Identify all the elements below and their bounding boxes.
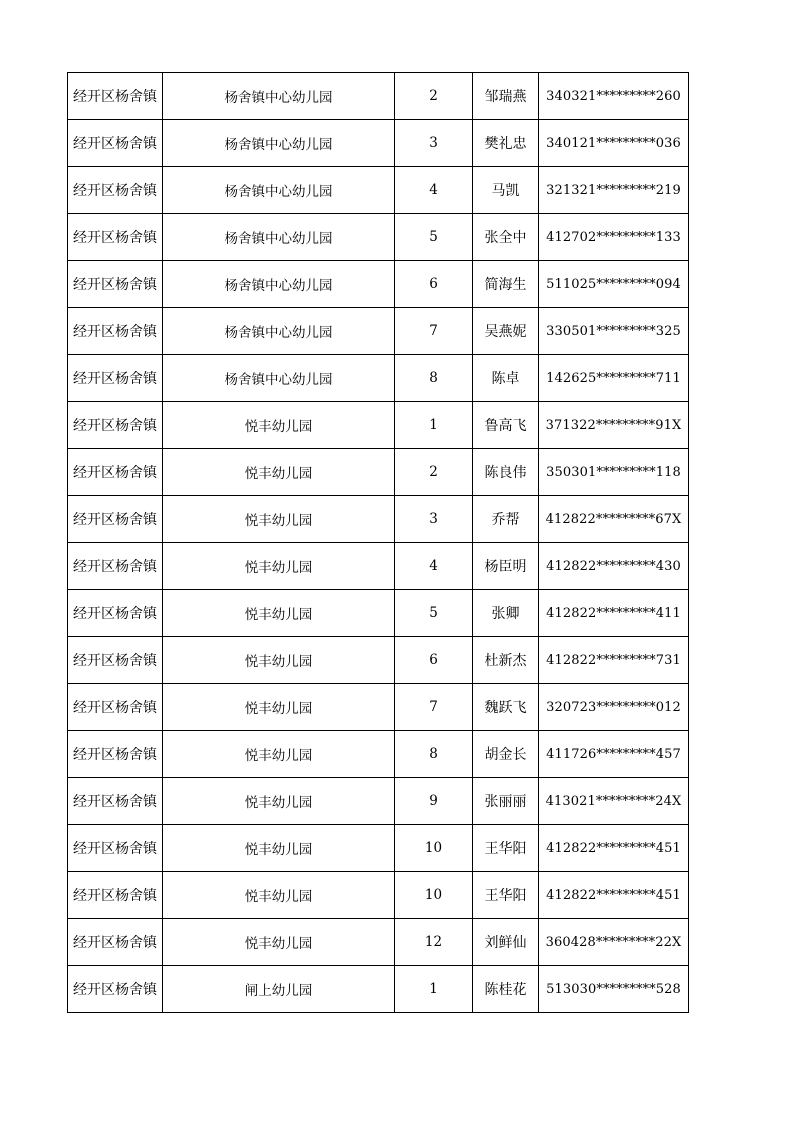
district-cell: 经开区杨舍镇 (68, 120, 163, 167)
id-number-cell: 320723*********012 (539, 684, 689, 731)
id-number-cell: 511025*********094 (539, 261, 689, 308)
person-name-cell: 王华阳 (473, 872, 539, 919)
person-name-cell: 吴燕妮 (473, 308, 539, 355)
district-cell: 经开区杨舍镇 (68, 590, 163, 637)
id-number-cell: 412822*********430 (539, 543, 689, 590)
table-row (68, 966, 689, 1013)
person-name-cell: 樊礼忠 (473, 120, 539, 167)
table-row (68, 449, 689, 496)
school-cell: 杨舍镇中心幼儿园 (163, 355, 395, 402)
id-number-cell: 412822*********731 (539, 637, 689, 684)
school-cell: 悦丰幼儿园 (163, 402, 395, 449)
person-name-cell: 乔帮 (473, 496, 539, 543)
person-name-cell: 简海生 (473, 261, 539, 308)
district-cell: 经开区杨舍镇 (68, 872, 163, 919)
table-row (68, 872, 689, 919)
person-name-cell: 魏跃飞 (473, 684, 539, 731)
id-number-cell: 412822*********451 (539, 825, 689, 872)
district-cell: 经开区杨舍镇 (68, 684, 163, 731)
sequence-number-cell: 6 (395, 261, 473, 308)
table-row (68, 919, 689, 966)
table-row (68, 637, 689, 684)
district-cell: 经开区杨舍镇 (68, 825, 163, 872)
table-row (68, 261, 689, 308)
table-row (68, 214, 689, 261)
roster-table-body (68, 73, 689, 1013)
sequence-number-cell: 3 (395, 120, 473, 167)
roster-table (67, 72, 689, 1013)
person-name-cell: 张卿 (473, 590, 539, 637)
sequence-number-cell: 6 (395, 637, 473, 684)
table-row (68, 402, 689, 449)
district-cell: 经开区杨舍镇 (68, 261, 163, 308)
district-cell: 经开区杨舍镇 (68, 731, 163, 778)
sequence-number-cell: 4 (395, 167, 473, 214)
district-cell: 经开区杨舍镇 (68, 167, 163, 214)
person-name-cell: 胡金长 (473, 731, 539, 778)
district-cell: 经开区杨舍镇 (68, 402, 163, 449)
table-row (68, 496, 689, 543)
school-cell: 悦丰幼儿园 (163, 496, 395, 543)
school-cell: 杨舍镇中心幼儿园 (163, 308, 395, 355)
district-cell: 经开区杨舍镇 (68, 73, 163, 120)
school-cell: 悦丰幼儿园 (163, 778, 395, 825)
table-row (68, 590, 689, 637)
id-number-cell: 513030*********528 (539, 966, 689, 1013)
id-number-cell: 412822*********451 (539, 872, 689, 919)
table-row (68, 543, 689, 590)
district-cell: 经开区杨舍镇 (68, 778, 163, 825)
person-name-cell: 陈卓 (473, 355, 539, 402)
sequence-number-cell: 10 (395, 825, 473, 872)
school-cell: 悦丰幼儿园 (163, 919, 395, 966)
person-name-cell: 张全中 (473, 214, 539, 261)
id-number-cell: 360428*********22X (539, 919, 689, 966)
sequence-number-cell: 2 (395, 73, 473, 120)
person-name-cell: 杨臣明 (473, 543, 539, 590)
sequence-number-cell: 10 (395, 872, 473, 919)
table-row (68, 308, 689, 355)
table-row (68, 731, 689, 778)
sequence-number-cell: 1 (395, 402, 473, 449)
district-cell: 经开区杨舍镇 (68, 308, 163, 355)
school-cell: 悦丰幼儿园 (163, 449, 395, 496)
sequence-number-cell: 8 (395, 731, 473, 778)
sequence-number-cell: 1 (395, 966, 473, 1013)
person-name-cell: 刘鲜仙 (473, 919, 539, 966)
id-number-cell: 412822*********67X (539, 496, 689, 543)
person-name-cell: 马凯 (473, 167, 539, 214)
school-cell: 悦丰幼儿园 (163, 543, 395, 590)
table-row (68, 825, 689, 872)
school-cell: 闸上幼儿园 (163, 966, 395, 1013)
district-cell: 经开区杨舍镇 (68, 543, 163, 590)
district-cell: 经开区杨舍镇 (68, 355, 163, 402)
district-cell: 经开区杨舍镇 (68, 449, 163, 496)
table-row (68, 167, 689, 214)
table-row (68, 120, 689, 167)
sequence-number-cell: 7 (395, 684, 473, 731)
school-cell: 悦丰幼儿园 (163, 825, 395, 872)
school-cell: 悦丰幼儿园 (163, 590, 395, 637)
table-row (68, 778, 689, 825)
school-cell: 杨舍镇中心幼儿园 (163, 73, 395, 120)
school-cell: 杨舍镇中心幼儿园 (163, 120, 395, 167)
table-row (68, 684, 689, 731)
school-cell: 杨舍镇中心幼儿园 (163, 261, 395, 308)
sequence-number-cell: 5 (395, 214, 473, 261)
school-cell: 悦丰幼儿园 (163, 872, 395, 919)
table-row (68, 73, 689, 120)
school-cell: 杨舍镇中心幼儿园 (163, 214, 395, 261)
id-number-cell: 330501*********325 (539, 308, 689, 355)
sequence-number-cell: 7 (395, 308, 473, 355)
sequence-number-cell: 4 (395, 543, 473, 590)
id-number-cell: 413021*********24X (539, 778, 689, 825)
id-number-cell: 411726*********457 (539, 731, 689, 778)
district-cell: 经开区杨舍镇 (68, 919, 163, 966)
school-cell: 杨舍镇中心幼儿园 (163, 167, 395, 214)
person-name-cell: 陈桂花 (473, 966, 539, 1013)
school-cell: 悦丰幼儿园 (163, 684, 395, 731)
school-cell: 悦丰幼儿园 (163, 731, 395, 778)
sequence-number-cell: 3 (395, 496, 473, 543)
person-name-cell: 陈良伟 (473, 449, 539, 496)
school-cell: 悦丰幼儿园 (163, 637, 395, 684)
id-number-cell: 340321*********260 (539, 73, 689, 120)
id-number-cell: 142625*********711 (539, 355, 689, 402)
sequence-number-cell: 12 (395, 919, 473, 966)
id-number-cell: 412702*********133 (539, 214, 689, 261)
person-name-cell: 杜新杰 (473, 637, 539, 684)
sequence-number-cell: 2 (395, 449, 473, 496)
id-number-cell: 371322*********91X (539, 402, 689, 449)
person-name-cell: 邹瑞燕 (473, 73, 539, 120)
sequence-number-cell: 9 (395, 778, 473, 825)
person-name-cell: 张丽丽 (473, 778, 539, 825)
district-cell: 经开区杨舍镇 (68, 637, 163, 684)
district-cell: 经开区杨舍镇 (68, 214, 163, 261)
sequence-number-cell: 5 (395, 590, 473, 637)
person-name-cell: 王华阳 (473, 825, 539, 872)
person-name-cell: 鲁高飞 (473, 402, 539, 449)
district-cell: 经开区杨舍镇 (68, 966, 163, 1013)
id-number-cell: 340121*********036 (539, 120, 689, 167)
sequence-number-cell: 8 (395, 355, 473, 402)
id-number-cell: 412822*********411 (539, 590, 689, 637)
id-number-cell: 321321*********219 (539, 167, 689, 214)
table-row (68, 355, 689, 402)
district-cell: 经开区杨舍镇 (68, 496, 163, 543)
id-number-cell: 350301*********118 (539, 449, 689, 496)
